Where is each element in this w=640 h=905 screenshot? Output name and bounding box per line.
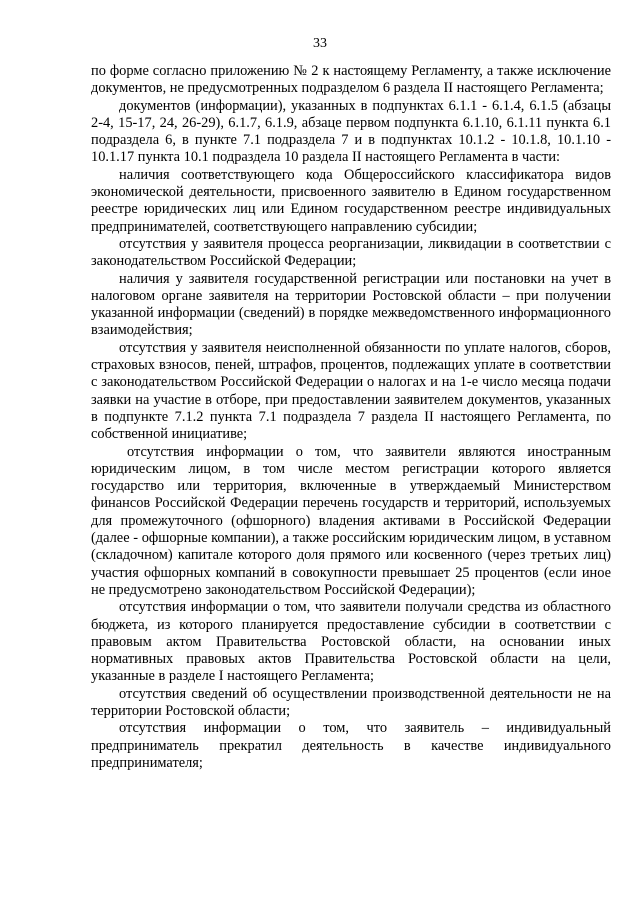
paragraph-no-regional-funds: отсутствия информации о том, что заявители получали средства из областного бюджета, из которого планируется предоставление субсидии в соответствии с правовым актом Правительства Ростовской области, на основании иных нормативных правовых актов Правительства Ростовской области на цели, указанные в разделе I настоящего Регламента; [91,599,611,685]
paragraph-production-activity: отсутствия сведений об осуществлении производственной деятельности не на территории Ростовской области; [91,685,611,719]
paragraph-okved-code: наличия соответствующего кода Общероссийского классификатора видов экономической деятельности, присвоенного заявителю в Едином государственном реестре юридических лиц или Едином государственном реестре индивидуальных предпринимателей, соответствующего направлению субсидии; [91,166,611,235]
paragraph-no-tax-debt: отсутствия у заявителя неисполненной обязанности по уплате налогов, сборов, страховых взносов, пеней, штрафов, процентов, подлежащих уплате в соответствии с законодательством Российской Федерации о налогах и на 1-е число месяца подачи заявки на участие в отборе, при предоставлении заявителем документов, указанных в подпункте 7.1.2 пункта 7.1 подраздела 7 раздела II настоящего Регламента, по собственной инициативе; [91,339,611,443]
paragraph-documents-list: документов (информации), указанных в подпунктах 6.1.1 - 6.1.4, 6.1.5 (абзацы 2-4, 15-17, 24, 26-29), 6.1.7, 6.1.9, абзаце первом подпункта 6.1.10, 6.1.11 пункта 6.1 подраздела 6, в пункте 7.1 подраздела 7 и в подпунктах 10.1.2 - 10.1.8, 10.1.10 - 10.1.17 пункта 10.1 подраздела 10 раздела II настоящего Регламента в части: [91,97,611,166]
paragraph-offshore-companies: отсутствия информации о том, что заявители являются иностранным юридическим лицом, в том числе местом регистрации которого является государство или территория, включенные в утверждаемый Министерством финансов Российской Федерации перечень государств и территорий, используемых для промежуточного (офшорного) владения активами в Российской Федерации (далее - офшорные компании), а также российским юридическим лицом, в уставном (складочном) капитале которого доля прямого или косвенного (через третьих лиц) участия офшорных компаний в совокупности превышает 25 процентов (если иное не предусмотрено законодательством Российской Федерации); [91,443,611,598]
paragraph-no-reorganization: отсутствия у заявителя процесса реорганизации, ликвидации в соответствии с законодательством Российской Федерации; [91,235,611,270]
paragraph-continuation: по форме согласно приложению № 2 к настоящему Регламенту, а также исключение документов, не предусмотренных подразделом 6 раздела II настоящего Регламента; [91,63,611,97]
document-body [91,63,611,772]
paragraph-entrepreneur-status: отсутствия информации о том, что заявитель – индивидуальный предприниматель прекратил деятельность в качестве индивидуального предпринимателя; [91,720,611,771]
page-number: 33 [313,36,327,51]
paragraph-tax-registration: наличия у заявителя государственной регистрации или постановки на учет в налоговом органе заявителя на территории Ростовской области – при получении указанной информации (сведений) в порядке межведомственного информационного взаимодействия; [91,270,611,339]
